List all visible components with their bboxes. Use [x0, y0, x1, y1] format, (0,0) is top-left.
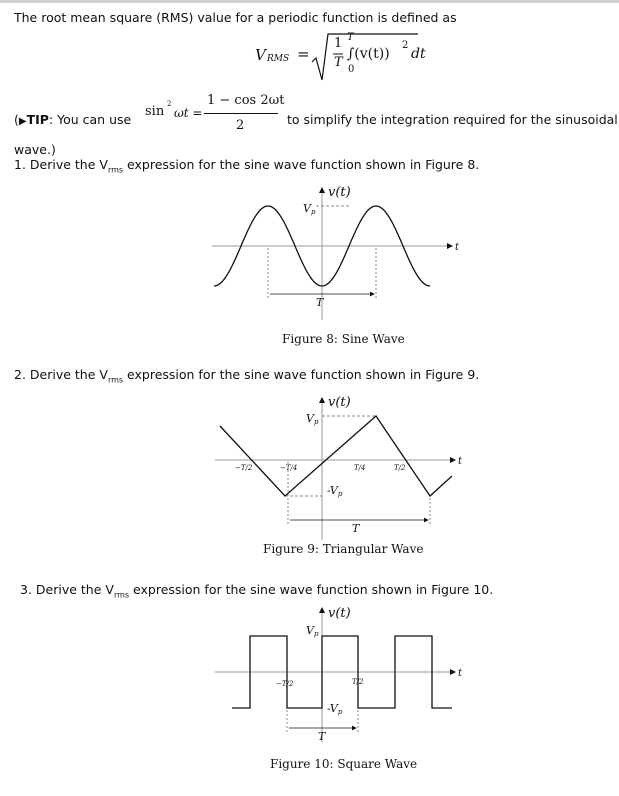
figure-10-caption: Figure 10: Square Wave — [270, 757, 418, 771]
rms-lhs-sub: RMS — [267, 54, 290, 64]
question-3-pre: 3. Derive the V — [20, 582, 114, 597]
sine-vp-label — [303, 202, 316, 216]
triangle-vp-sub: p — [313, 418, 319, 426]
sine-vp-main: V — [303, 202, 311, 215]
tip-text-before: : You can use — [48, 112, 132, 127]
rms-equals: = — [297, 45, 310, 63]
figure-triangle-wave — [0, 388, 619, 560]
rms-lhs: V — [255, 46, 266, 64]
tip-sin-arg: ωt = — [174, 106, 203, 120]
square-neg-vp-sub: p — [337, 708, 343, 716]
tip-prefix: ( — [14, 112, 19, 127]
rms-dt: dt — [411, 46, 426, 62]
square-period-label: T — [318, 730, 326, 743]
question-1 — [14, 157, 479, 175]
tip-frac-den: 2 — [236, 118, 245, 133]
triangle-tick-neg-quarter: −T/4 — [280, 464, 298, 472]
triangle-neg-vp-label — [327, 484, 343, 498]
triangle-period-label: T — [352, 522, 360, 535]
triangle-tick-neg-half: −T/2 — [235, 464, 253, 472]
rms-integrand: ∫(v(t)) — [347, 46, 390, 62]
tip-line — [14, 112, 131, 127]
square-tick-neg-half: −T/2 — [276, 680, 294, 688]
question-1-post: expression for the sine wave function shown in Figure 8. — [123, 157, 480, 172]
rms-formula — [250, 28, 450, 88]
tip-sin-power: 2 — [167, 100, 172, 108]
question-2-pre: 2. Derive the V — [14, 367, 108, 382]
square-vp-label — [306, 624, 319, 638]
figure-sine-wave — [0, 178, 619, 350]
square-vp-main: V — [306, 624, 314, 637]
rms-upper-limit: T — [347, 32, 354, 43]
square-vp-sub: p — [313, 630, 319, 638]
triangle-v-label: v(t) — [328, 395, 351, 410]
rms-lower-limit: 0 — [348, 64, 355, 75]
sine-vp-sub: p — [310, 208, 316, 216]
sine-v-label: v(t) — [328, 185, 351, 200]
triangle-vp-main: V — [306, 412, 314, 425]
question-3 — [20, 582, 493, 600]
sine-period-label: T — [316, 296, 324, 309]
intro-text: The root mean square (RMS) value for a periodic function is defined as — [14, 10, 457, 25]
figure-9-caption: Figure 9: Triangular Wave — [263, 542, 424, 556]
figure-8-caption: Figure 8: Sine Wave — [282, 332, 405, 346]
question-3-sub: rms — [113, 590, 130, 600]
question-1-pre: 1. Derive the V — [14, 157, 108, 172]
square-t-label: t — [458, 668, 463, 679]
figure-square-wave — [0, 602, 619, 762]
tip-arrow-icon: ▶ — [18, 116, 27, 127]
tip-label: TIP — [26, 112, 49, 127]
question-2 — [14, 367, 479, 385]
rms-power: 2 — [402, 40, 409, 51]
question-3-post: expression for the sine wave function shown in Figure 10. — [129, 582, 494, 597]
tip-wrap: wave.) — [14, 142, 56, 157]
tip-text-after: to simplify the integration required for the sinusoidal — [287, 112, 618, 127]
rms-frac-num: 1 — [334, 36, 343, 51]
triangle-tick-quarter: T/4 — [354, 464, 366, 472]
triangle-vp-label — [306, 412, 319, 426]
triangle-neg-vp-sub: p — [337, 490, 343, 498]
tip-sin: sin — [145, 104, 165, 119]
triangle-t-label: t — [458, 456, 463, 467]
square-tick-half: T/2 — [352, 678, 364, 686]
question-2-sub: rms — [107, 375, 124, 385]
tip-frac-bar — [204, 113, 278, 114]
question-2-post: expression for the sine wave function shown in Figure 9. — [123, 367, 480, 382]
page-top-border — [0, 0, 619, 3]
square-neg-vp-label — [327, 702, 343, 716]
rms-frac-den: T — [334, 55, 343, 70]
triangle-tick-half: T/2 — [394, 464, 406, 472]
square-v-label: v(t) — [328, 606, 351, 621]
square-neg-vp-main: -V — [327, 702, 338, 715]
triangle-neg-vp-main: -V — [327, 484, 338, 497]
question-1-sub: rms — [107, 165, 124, 175]
tip-frac-num: 1 − cos 2ωt — [207, 93, 285, 108]
sine-t-label: t — [455, 242, 460, 253]
